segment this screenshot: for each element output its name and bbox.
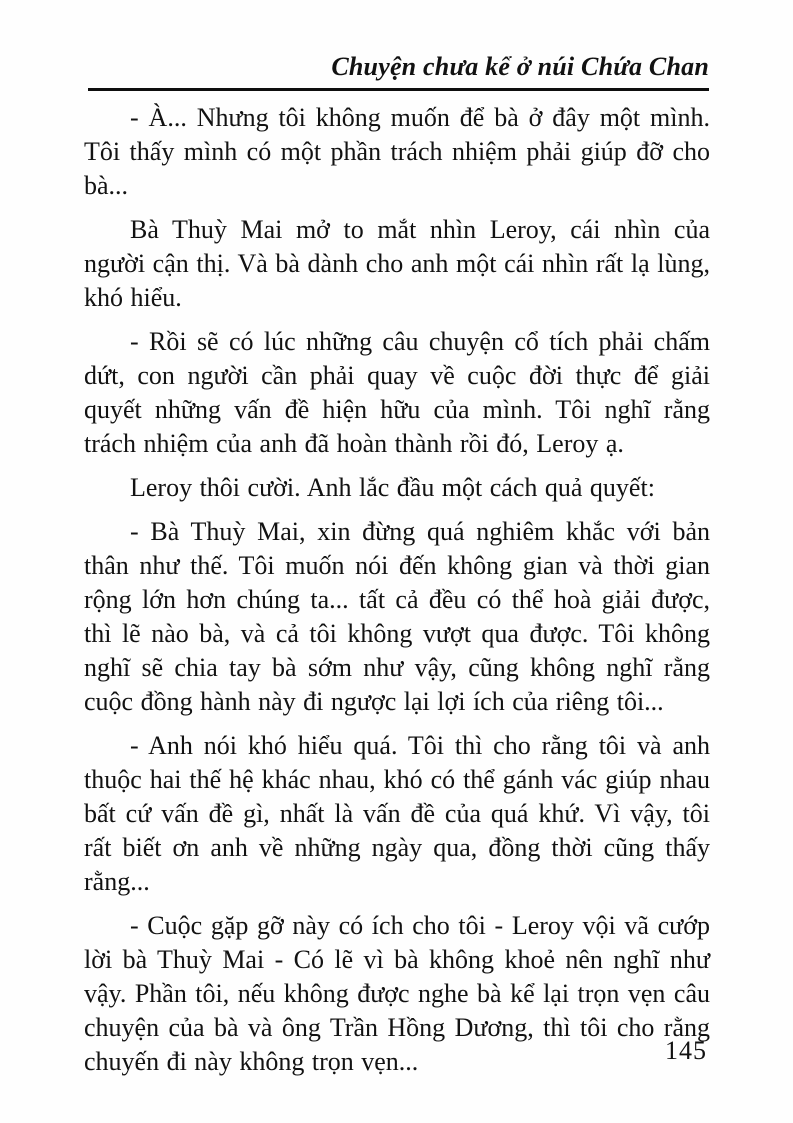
page-number: 145 — [665, 1036, 707, 1065]
paragraph: - Rồi sẽ có lúc những câu chuyện cổ tích phải chấm dứt, con người cần phải quay về cuộc đời thực để giải quyết những vấn đề hiện hữu của mình. Tôi nghĩ rằng trách nhiệm của anh đã hoàn thành rồi đó, Leroy ạ. — [84, 327, 710, 458]
paragraph: - Cuộc gặp gỡ này có ích cho tôi - Leroy vội vã cướp lời bà Thuỳ Mai - Có lẽ vì bà không khoẻ nên nghĩ như vậy. Phần tôi, nếu không được nghe bà kể lại trọn vẹn câu chuyện của bà và ông Trần Hồng Dương, thì tôi cho rằng chuyến đi này không trọn vẹn... — [84, 911, 710, 1076]
paragraph: - À... Nhưng tôi không muốn để bà ở đây một mình. Tôi thấy mình có một phần trách nhiệm phải giúp đỡ cho bà... — [84, 103, 710, 200]
page-body — [84, 101, 710, 1089]
running-header — [88, 52, 709, 91]
running-header-title: Chuyện chưa kể ở núi Chứa Chan — [331, 52, 709, 81]
paragraph: Bà Thuỳ Mai mở to mắt nhìn Leroy, cái nhìn của người cận thị. Và bà dành cho anh một cái nhìn rất lạ lùng, khó hiểu. — [84, 215, 710, 312]
paragraph: - Bà Thuỳ Mai, xin đừng quá nghiêm khắc với bản thân như thế. Tôi muốn nói đến không gian và thời gian rộng lớn hơn chúng ta... tất cả đều có thể hoà giải được, thì lẽ nào bà, và cả tôi không vượt qua được. Tôi không nghĩ sẽ chia tay bà sớm như vậy, cũng không nghĩ rằng cuộc đồng hành này đi ngược lại lợi ích của riêng tôi... — [84, 517, 710, 716]
paragraph: Leroy thôi cười. Anh lắc đầu một cách quả quyết: — [130, 473, 655, 502]
paragraph: - Anh nói khó hiểu quá. Tôi thì cho rằng tôi và anh thuộc hai thế hệ khác nhau, khó có thể gánh vác giúp nhau bất cứ vấn đề gì, nhất là vấn đề của quá khứ. Vì vậy, tôi rất biết ơn anh về những ngày qua, đồng thời cũng thấy rằng... — [84, 731, 710, 896]
